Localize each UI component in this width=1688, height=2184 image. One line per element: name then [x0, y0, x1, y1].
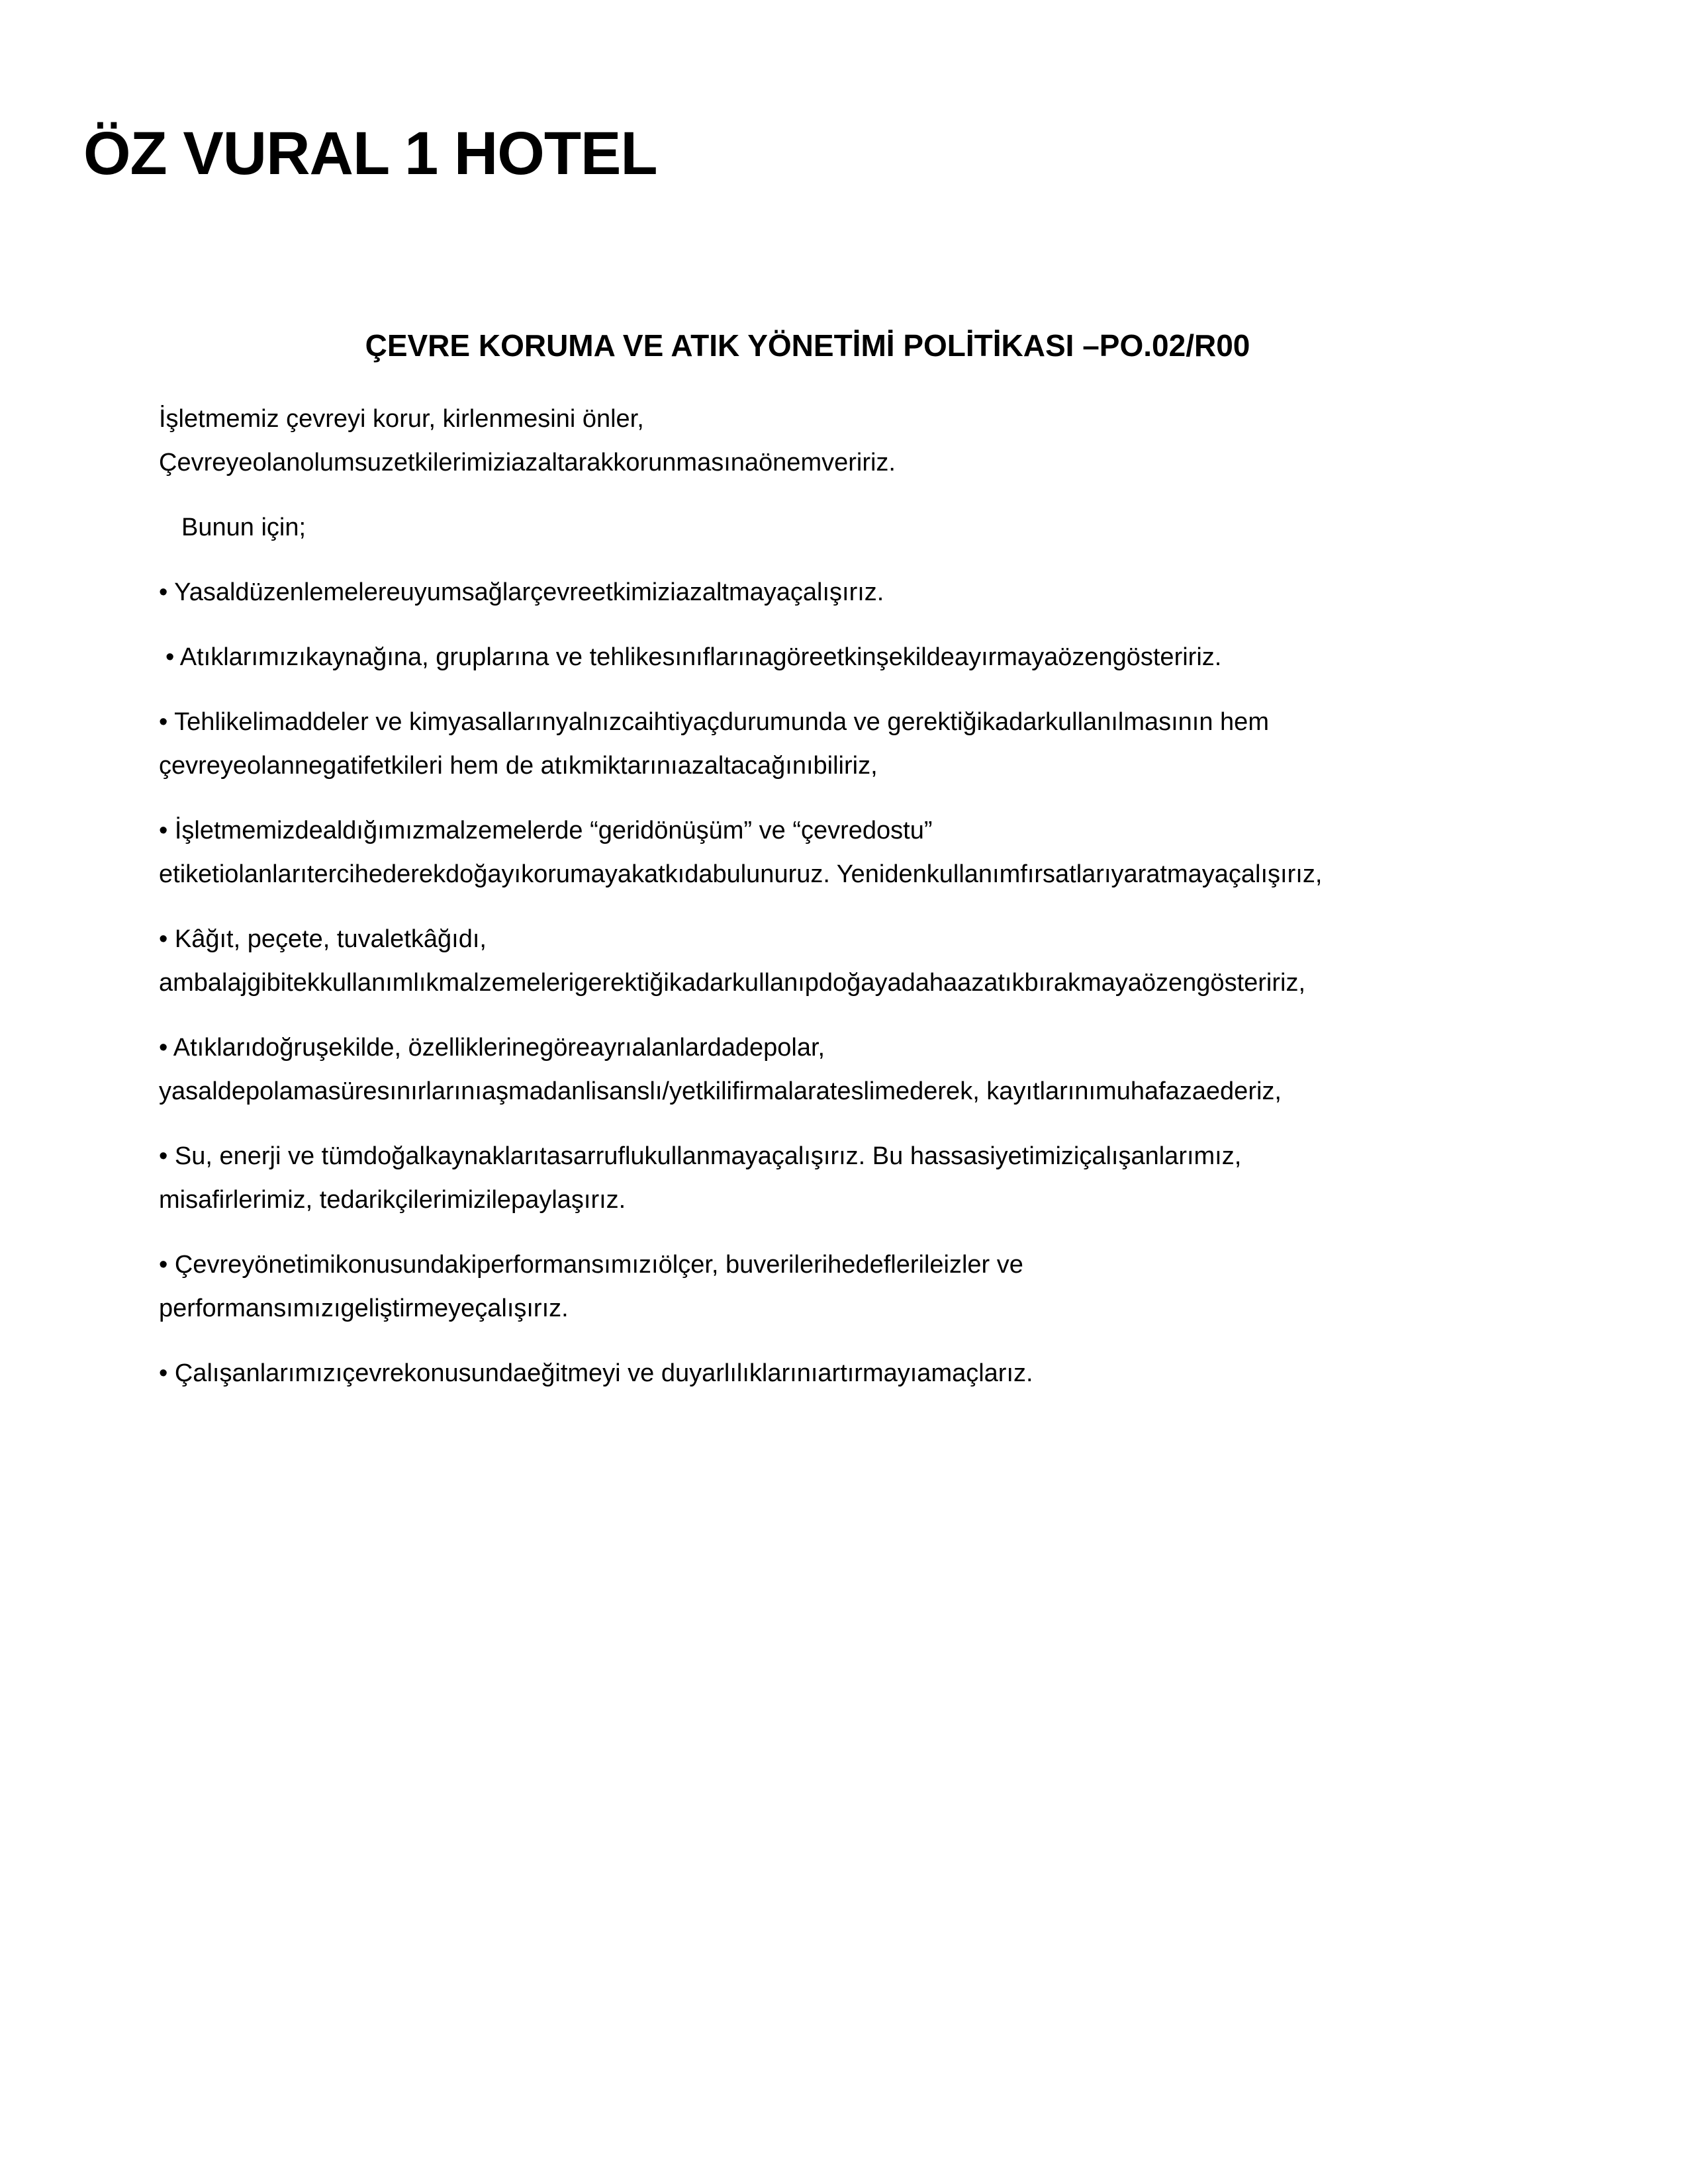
policy-item	[159, 570, 1549, 614]
policy-item	[159, 1026, 1549, 1113]
policy-item-line: • İşletmemizdealdığımızmalzemelerde “geridönüşüm” ve “çevredostu”	[159, 817, 933, 844]
policy-item-line: • Çalışanlarımızıçevrekonusundaeğitmeyi ve duyarlılıklarınıartırmayıamaçlarız.	[159, 1359, 1033, 1387]
policy-item-line: • Kâğıt, peçete, tuvaletkâğıdı,	[159, 925, 487, 953]
policy-title: ÇEVRE KORUMA VE ATIK YÖNETİMİ POLİTİKASI –PO.02/R00	[365, 328, 1250, 363]
policy-item	[159, 700, 1549, 788]
intro-paragraph	[159, 397, 1549, 484]
policy-item-line: • Çevreyönetimikonusundakiperformansımızıölçer, buverilerihedeflerileizler ve	[159, 1251, 1023, 1279]
policy-item	[159, 1134, 1549, 1222]
policy-item-line: çevreyeolannegatifetkileri hem de atıkmiktarınıazaltacağınıbiliriz,	[159, 752, 878, 780]
policy-item-line: • Tehlikelimaddeler ve kimyasallarınyalnızcaihtiyaçdurumunda ve gerektiğikadarkullanılmasının hem	[159, 708, 1269, 736]
policy-item-line: ambalajgibitekkullanımlıkmalzemelerigerektiğikadarkullanıpdoğayadahaazatıkbırakmayaözengösteririz,	[159, 969, 1306, 997]
policy-item-line: • Yasaldüzenlemelereuyumsağlarçevreetkimiziazaltmayaçalışırız.	[159, 578, 884, 606]
policy-item	[159, 917, 1549, 1005]
intro-line: Çevreyeolanolumsuzetkilerimiziazaltarakkorunmasınaönemveririz.	[159, 449, 896, 477]
lead-in-text: Bunun için;	[181, 514, 306, 541]
policy-body	[159, 397, 1549, 1416]
policy-item	[159, 809, 1549, 896]
policy-item	[159, 635, 1549, 679]
policy-item	[159, 1351, 1549, 1395]
policy-item-line: yasaldepolamasüresınırlarınıaşmadanlisanslı/yetkilifirmalarateslimederek, kayıtlarınımuhafazaederiz,	[159, 1077, 1282, 1105]
policy-item-line: misafirlerimiz, tedarikçilerimizilepaylaşırız.	[159, 1186, 626, 1214]
hotel-name-heading: ÖZ VURAL 1 HOTEL	[83, 120, 657, 187]
policy-item-line: • Atıklarımızıkaynağına, gruplarına ve tehlikesınıflarınagöreetkinşekildeayırmayaözengösteririz.	[165, 643, 1222, 671]
policy-item-line: etiketiolanlarıtercihederekdoğayıkorumayakatkıdabulunuruz. Yenidenkullanımfırsatlarıyaratmayaçalışırız,	[159, 860, 1323, 888]
policy-item-line: performansımızıgeliştirmeyeçalışırız.	[159, 1295, 569, 1322]
policy-item-line: • Atıklarıdoğruşekilde, özelliklerinegöreayrıalanlardadepolar,	[159, 1034, 825, 1062]
policy-item-line: • Su, enerji ve tümdoğalkaynaklarıtasarruflukullanmayaçalışırız. Bu hassasiyetimiziçalışanlarımız,	[159, 1142, 1242, 1170]
intro-line: İşletmemiz çevreyi korur, kirlenmesini önler,	[159, 405, 644, 433]
policy-item	[159, 1243, 1549, 1330]
